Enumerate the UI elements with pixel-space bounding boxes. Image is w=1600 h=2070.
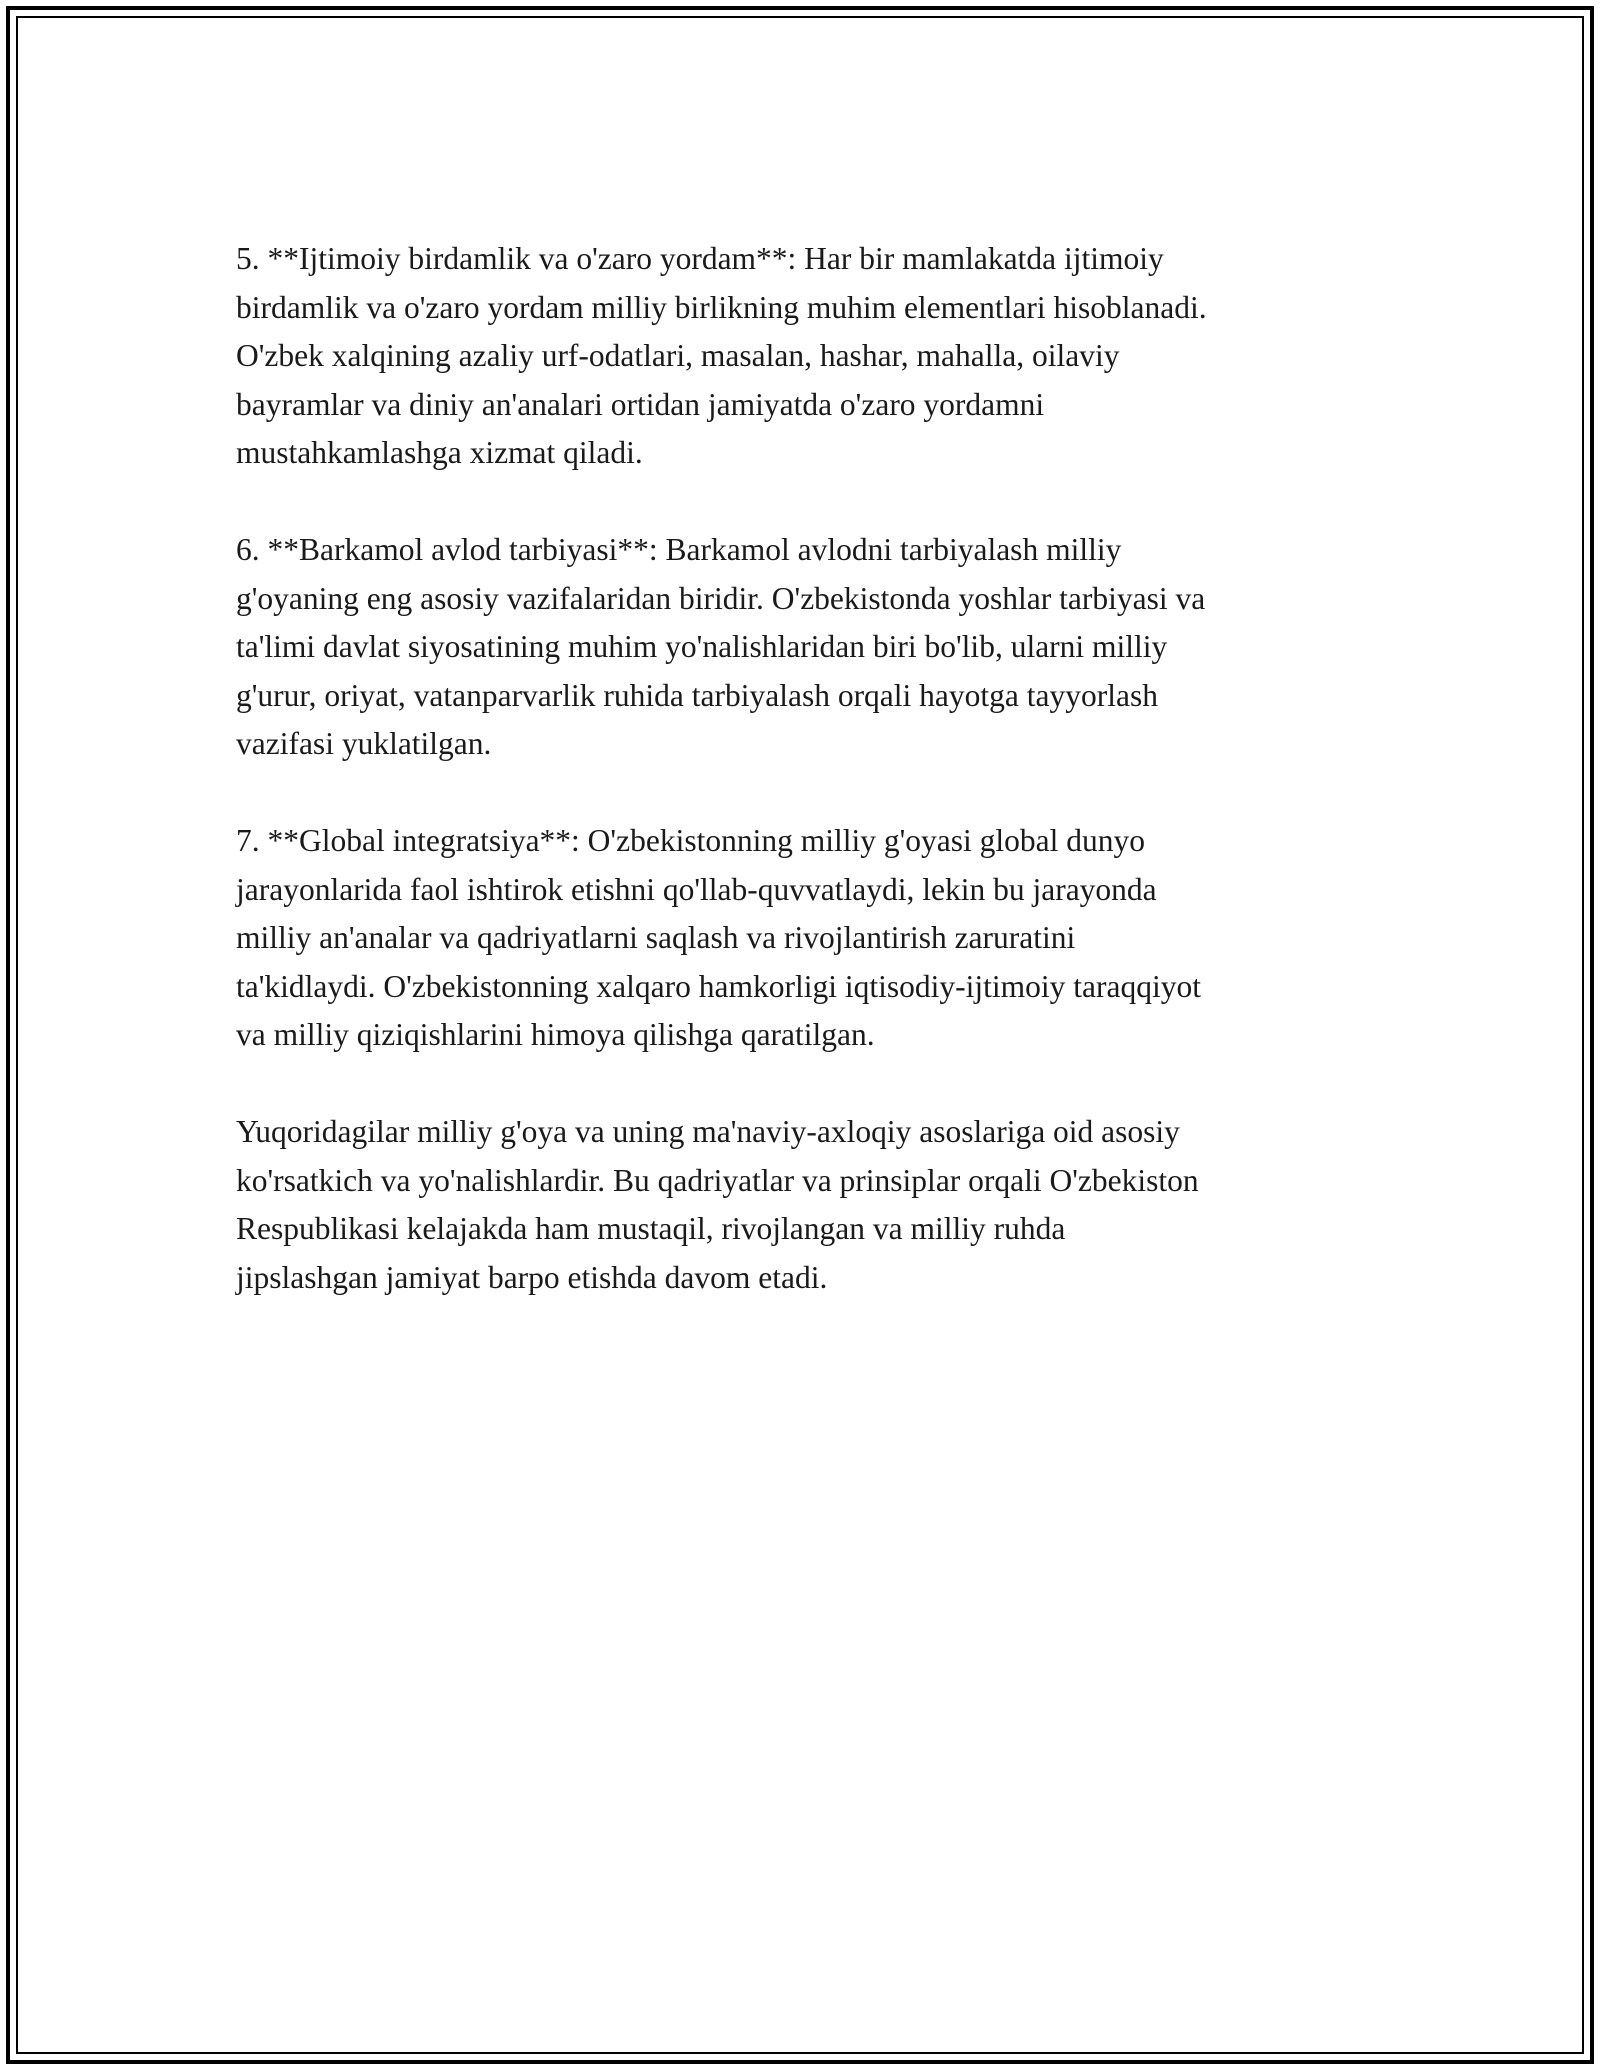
paragraph-conclusion: Yuqoridagilar milliy g'oya va uning ma'naviy-axloqiy asoslariga oid asosiy ko'rsatkich va yo'nalishlardir. Bu qadriyatlar va prinsiplar orqali O'zbekiston Respublikasi kelajakda ham mustaqil, rivojlangan va milliy ruhda jipslashgan jamiyat barpo etishda davom etadi. — [236, 1114, 1199, 1295]
paragraph-social-solidarity: 5. **Ijtimoiy birdamlik va o'zaro yordam**: Har bir mamlakatda ijtimoiy birdamlik va o'zaro yordam milliy birlikning muhim elementlari hisoblanadi. O'zbek xalqining azaliy urf-odatlari, masalan, hashar, mahalla, oilaviy bayramlar va diniy an'analari ortidan jamiyatda o'zaro yordamni mustahkamlashga xizmat qiladi. — [236, 241, 1207, 470]
paragraph-youth-education: 6. **Barkamol avlod tarbiyasi**: Barkamol avlodni tarbiyalash milliy g'oyaning eng asosiy vazifalaridan biridir. O'zbekistonda yoshlar tarbiyasi va ta'limi davlat siyosatining muhim yo'nalishlaridan biri bo'lib, ularni milliy g'urur, oriyat, vatanparvarlik ruhida tarbiyalash orqali hayotga tayyorlash vazifasi yuklatilgan. — [236, 532, 1206, 761]
document-body — [236, 235, 1386, 1351]
paragraph-global-integration: 7. **Global integratsiya**: O'zbekistonning milliy g'oyasi global dunyo jarayonlarida faol ishtirok etishni qo'llab-quvvatlaydi, lekin bu jarayonda milliy an'analar va qadriyatlarni saqlash va rivojlantirish zaruratini ta'kidlaydi. O'zbekistonning xalqaro hamkorligi iqtisodiy-ijtimoiy taraqqiyot va milliy qiziqishlarini himoya qilishga qaratilgan. — [236, 823, 1201, 1052]
